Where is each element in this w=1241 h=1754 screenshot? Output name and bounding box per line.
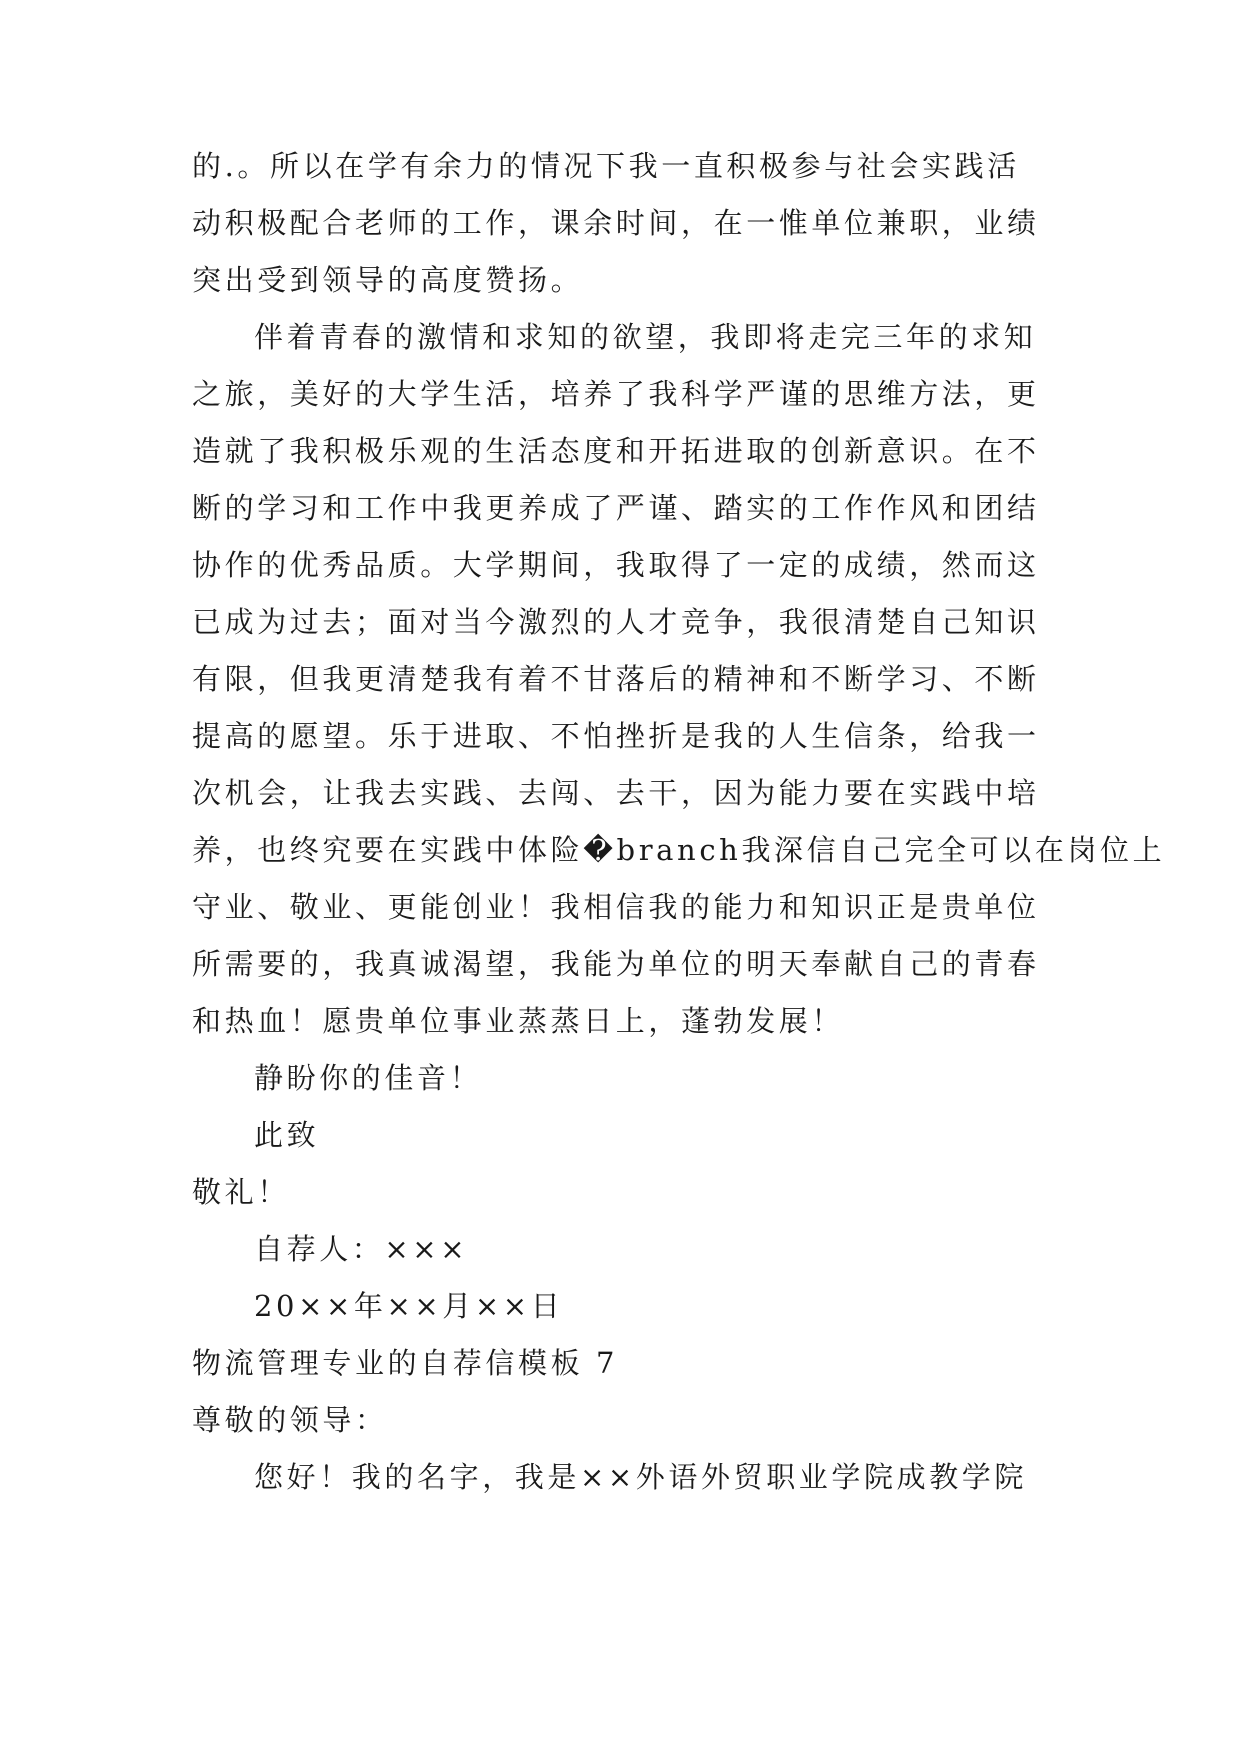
paragraph-line: 之旅，美好的大学生活，培养了我科学严谨的思维方法，更 xyxy=(192,377,1040,411)
paragraph-line: 养，也终究要在实践中体险�branch我深信自己完全可以在岗位上 xyxy=(192,833,1166,867)
paragraph-line: 断的学习和工作中我更养成了严谨、踏实的工作作风和团结 xyxy=(192,491,1040,525)
paragraph-line: 提高的愿望。乐于进取、不怕挫折是我的人生信条，给我一 xyxy=(192,719,1040,753)
paragraph-line: 动积极配合老师的工作，课余时间，在一惟单位兼职，业绩 xyxy=(192,206,1040,240)
signature-line: 自荐人：××× xyxy=(254,1232,469,1266)
paragraph-line: 已成为过去；面对当今激烈的人才竞争，我很清楚自己知识 xyxy=(192,605,1040,639)
paragraph-line: 所需要的，我真诚渴望，我能为单位的明天奉献自己的青春 xyxy=(192,947,1040,981)
paragraph-line: 您好！我的名字，我是××外语外贸职业学院成教学院 xyxy=(254,1460,1027,1494)
paragraph-line: 伴着青春的激情和求知的欲望，我即将走完三年的求知 xyxy=(254,320,1037,354)
paragraph-line: 守业、敬业、更能创业！我相信我的能力和知识正是贵单位 xyxy=(192,890,1040,924)
paragraph-line: 有限，但我更清楚我有着不甘落后的精神和不断学习、不断 xyxy=(192,662,1040,696)
section-title: 物流管理专业的自荐信模板 7 xyxy=(192,1346,619,1380)
paragraph-line: 次机会，让我去实践、去闯、去干，因为能力要在实践中培 xyxy=(192,776,1040,810)
regards-line: 敬礼！ xyxy=(192,1175,290,1209)
paragraph-line: 协作的优秀品质。大学期间，我取得了一定的成绩，然而这 xyxy=(192,548,1040,582)
greeting-line: 尊敬的领导： xyxy=(192,1403,388,1437)
salutation-line: 此致 xyxy=(254,1118,320,1152)
paragraph-line: 和热血！愿贵单位事业蒸蒸日上，蓬勃发展！ xyxy=(192,1004,845,1038)
closing-line: 静盼你的佳音！ xyxy=(254,1061,483,1095)
paragraph-line: 造就了我积极乐观的生活态度和开拓进取的创新意识。在不 xyxy=(192,434,1040,468)
paragraph-line: 的.。所以在学有余力的情况下我一直积极参与社会实践活 xyxy=(192,149,1020,183)
date-line: 20××年××月××日 xyxy=(254,1289,564,1323)
paragraph-line: 突出受到领导的高度赞扬。 xyxy=(192,263,584,297)
